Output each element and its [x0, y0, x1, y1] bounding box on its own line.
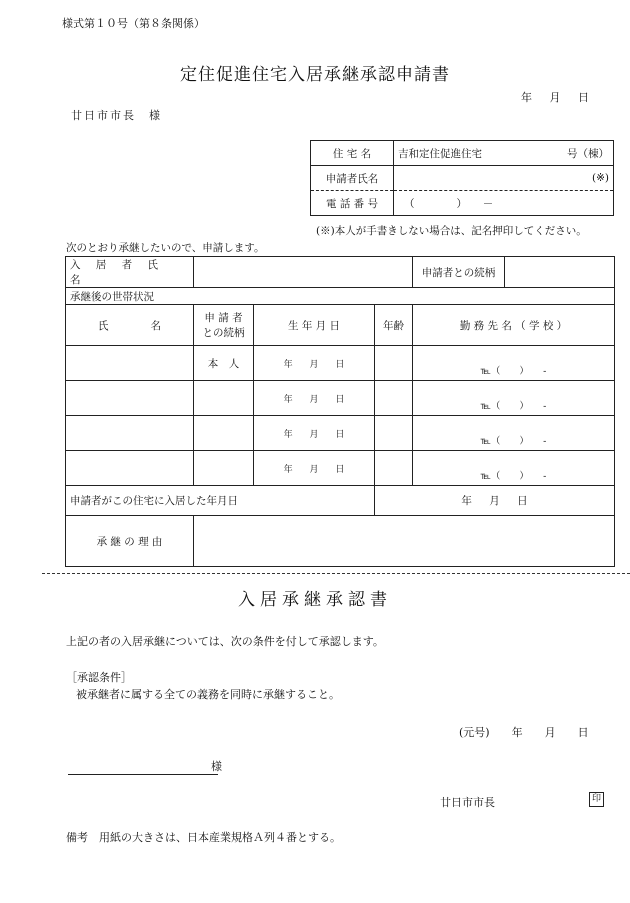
member-birth-cell[interactable]: 年 月 日 [254, 451, 375, 486]
header-relation: 申 請 者 との続柄 [194, 305, 254, 346]
approval-statement: 上記の者の入居承継については、次の条件を付して承認します。 [66, 635, 384, 648]
member-name-cell[interactable] [66, 346, 194, 381]
member-workplace-cell[interactable]: ℡（ ） - [413, 416, 615, 451]
conditions-label: ［承認条件］ [66, 671, 132, 684]
member-workplace-cell[interactable]: ℡（ ） - [413, 381, 615, 416]
member-relation-cell[interactable] [194, 416, 254, 451]
mayor-label: 廿日市市長 [440, 796, 495, 809]
move-in-date-label: 申請者がこの住宅に入居した年月日 [66, 486, 375, 516]
page-title: 定住促進住宅入居承継承認申請書 [180, 65, 450, 85]
member-relation-cell[interactable] [194, 451, 254, 486]
resident-name-field[interactable] [194, 257, 413, 288]
resident-name-label: 入 居 者 氏 名 [66, 257, 194, 288]
member-age-cell[interactable] [375, 416, 413, 451]
household-after-label: 承継後の世帯状況 [66, 288, 615, 305]
member-age-cell[interactable] [375, 451, 413, 486]
relation-to-applicant-label: 申請者との続柄 [413, 257, 505, 288]
applicant-name-field[interactable] [394, 166, 614, 191]
relation-to-applicant-field[interactable] [505, 257, 615, 288]
application-date: 年 月 日 [521, 91, 589, 104]
phone-value: （ ） － [404, 197, 494, 210]
member-name-cell[interactable] [66, 381, 194, 416]
header-workplace: 勤 務 先 名 （ 学 校 ） [413, 305, 615, 346]
move-in-date-field[interactable]: 年 月 日 [375, 486, 615, 516]
header-name: 氏 名 [66, 305, 194, 346]
member-birth-cell[interactable]: 年 月 日 [254, 346, 375, 381]
member-relation-cell[interactable] [194, 381, 254, 416]
addressee: 廿日市市長 様 [71, 109, 162, 122]
housing-value: 吉和定住促進住宅 [398, 147, 482, 160]
remarks: 備考 用紙の大きさは、日本産業規格Ａ列４番とする。 [66, 831, 341, 844]
member-name-cell[interactable] [66, 451, 194, 486]
cut-line-divider [42, 573, 630, 574]
member-birth-cell[interactable]: 年 月 日 [254, 416, 375, 451]
header-age: 年齢 [375, 305, 413, 346]
applicant-info-table [310, 140, 614, 216]
applicant-name-label: 申請者氏名 [311, 166, 394, 191]
housing-label: 住 宅 名 [311, 141, 394, 166]
recipient-name-line[interactable] [68, 773, 218, 775]
approval-date: (元号) 年 月 日 [459, 726, 589, 739]
applicant-name-mark: (※) [592, 172, 609, 184]
signature-note: (※)本人が手書きしない場合は、記名押印してください。 [316, 225, 587, 237]
condition-text: 被承継者に属する全ての義務を同時に承継すること。 [76, 688, 340, 701]
member-age-cell[interactable] [375, 381, 413, 416]
member-birth-cell[interactable]: 年 月 日 [254, 381, 375, 416]
phone-label: 電 話 番 号 [311, 191, 394, 216]
reason-field[interactable] [194, 516, 615, 567]
recipient-honorific: 様 [211, 760, 222, 773]
seal-mark: 印 [589, 792, 604, 807]
member-workplace-cell[interactable]: ℡（ ） - [413, 346, 615, 381]
intro-text: 次のとおり承継したいので、申請します。 [66, 242, 265, 254]
housing-suffix: 号（棟） [567, 147, 609, 160]
member-relation-cell[interactable]: 本 人 [194, 346, 254, 381]
household-table [65, 256, 615, 567]
phone-field[interactable] [394, 191, 614, 216]
reason-label: 承 継 の 理 由 [66, 516, 194, 567]
member-workplace-cell[interactable]: ℡（ ） - [413, 451, 615, 486]
housing-field[interactable] [394, 141, 614, 166]
approval-title: 入居承継承認書 [238, 590, 392, 610]
member-name-cell[interactable] [66, 416, 194, 451]
header-birth: 生 年 月 日 [254, 305, 375, 346]
member-age-cell[interactable] [375, 346, 413, 381]
form-number: 様式第１０号（第８条関係） [62, 17, 205, 30]
